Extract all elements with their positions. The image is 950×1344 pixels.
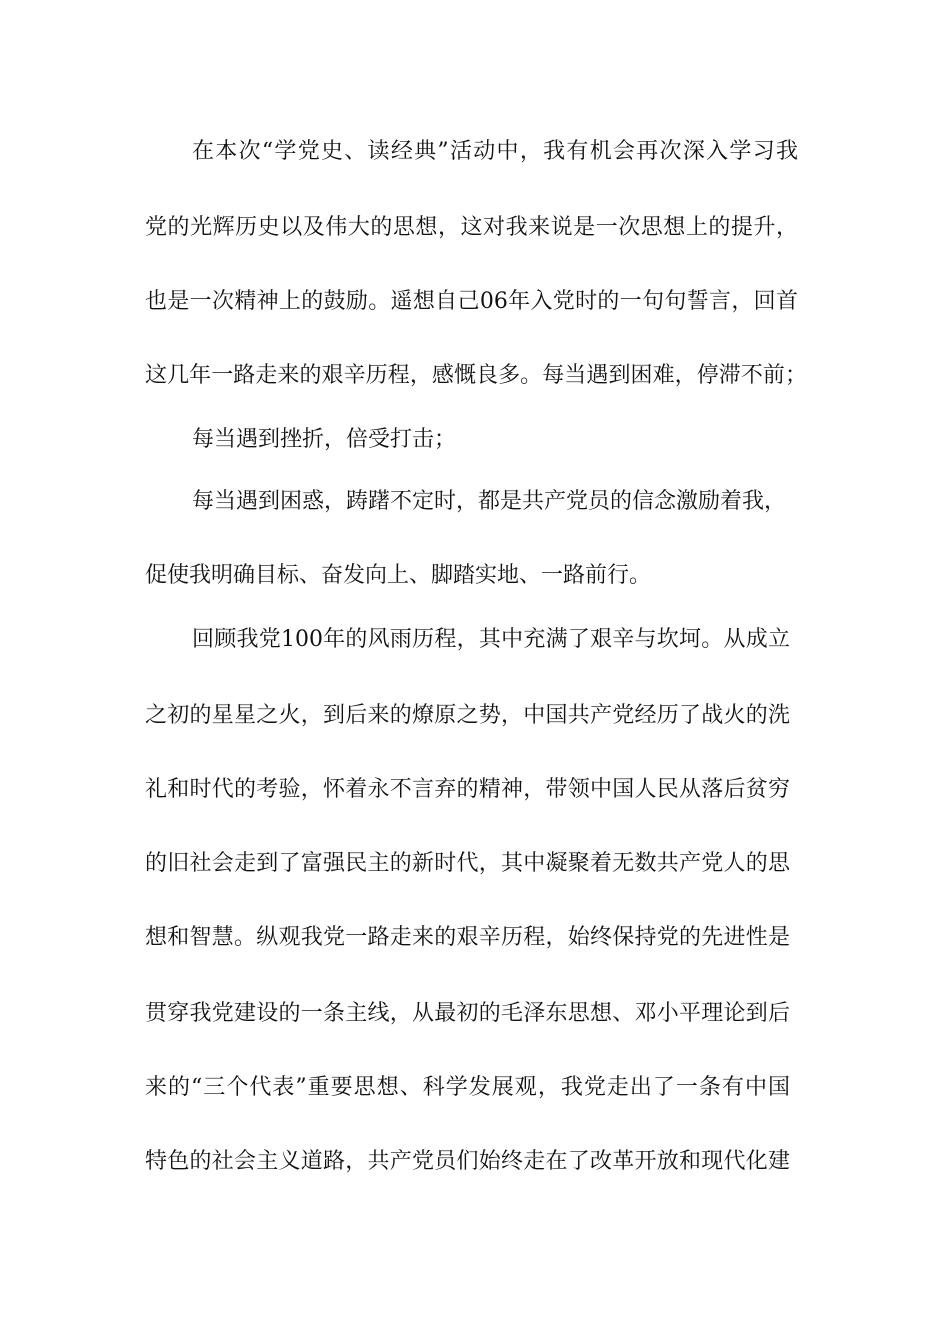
paragraph-line: 特色的社会主义道路，共产党员们始终走在了改革开放和现代化建 (145, 1149, 790, 1174)
text-line (0, 484, 950, 520)
paragraph-line: 来的“三个代表”重要思想、科学发展观，我党走出了一条有中国 (145, 1075, 790, 1100)
text-line (0, 846, 950, 882)
paragraph-line: 之初的星星之火，到后来的燎原之势，中国共产党经历了战火的洗 (145, 703, 790, 728)
paragraph-line: 每当遇到困惑，踌躇不定时，都是共产党员的信念激励着我， (192, 489, 787, 514)
text-line (0, 772, 950, 808)
text-line (0, 622, 950, 658)
paragraph-line: 也是一次精神上的鼓励。遥想自己06年入党时的一句句誓言，回首 (145, 289, 798, 314)
paragraph-line: 每当遇到挫折，倍受打击； (192, 427, 457, 452)
paragraph-line: 党的光辉历史以及伟大的思想，这对我来说是一次思想上的提升， (145, 215, 798, 240)
text-line (0, 996, 950, 1032)
text-line (0, 920, 950, 956)
text-line (0, 422, 950, 458)
text-line (0, 1070, 950, 1106)
paragraph-line: 贯穿我党建设的一条主线，从最初的毛泽东思想、邓小平理论到后 (145, 1001, 790, 1026)
paragraph-line: 的旧社会走到了富强民主的新时代，其中凝聚着无数共产党人的思 (145, 851, 790, 876)
text-line (0, 358, 950, 394)
text-line (0, 284, 950, 320)
paragraph-line: 在本次“学党史、读经典”活动中，我有机会再次深入学习我 (192, 139, 798, 164)
text-line (0, 558, 950, 594)
paragraph-line: 促使我明确目标、奋发向上、脚踏实地、一路前行。 (145, 563, 652, 588)
text-line (0, 1144, 950, 1180)
paragraph-line: 礼和时代的考验，怀着永不言弃的精神，带领中国人民从落后贫穷 (145, 777, 790, 802)
text-line (0, 134, 950, 170)
paragraph-line: 回顾我党100年的风雨历程，其中充满了艰辛与坎坷。从成立 (192, 627, 790, 652)
text-line (0, 210, 950, 246)
paragraph-line: 想和智慧。纵观我党一路走来的艰辛历程，始终保持党的先进性是 (145, 925, 790, 950)
paragraph-line: 这几年一路走来的艰辛历程，感慨良多。每当遇到困难，停滞不前； (145, 363, 807, 388)
text-line (0, 698, 950, 734)
